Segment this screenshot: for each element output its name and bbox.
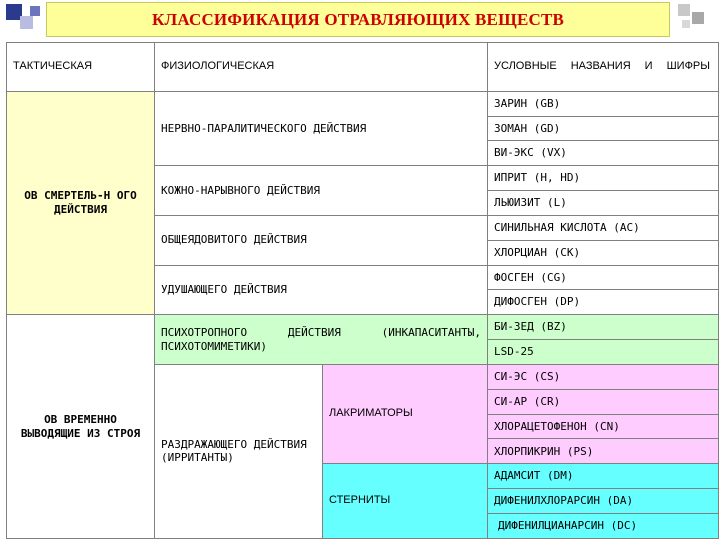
decor-square-right-1 [678, 4, 690, 16]
agent-lsd: LSD-25 [488, 340, 719, 365]
table-row [7, 315, 719, 340]
agent-phosgene: ФОСГЕН (CG) [488, 265, 719, 290]
agent-vx: ВИ-ЭКС (VX) [488, 141, 719, 166]
group-deadly: ОВ СМЕРТЕЛЬ-Н ОГО ДЕЙСТВИЯ [7, 91, 155, 315]
agent-soman: ЗОМАН (GD) [488, 116, 719, 141]
header-physiological: ФИЗИОЛОГИЧЕСКАЯ [155, 43, 488, 92]
agent-cs: СИ-ЭС (CS) [488, 364, 719, 389]
physio-sternites: СТЕРНИТЫ [323, 464, 488, 539]
group-temporary: ОВ ВРЕМЕННО ВЫВОДЯЩИЕ ИЗ СТРОЯ [7, 315, 155, 539]
agent-bz: БИ-ЗЕД (BZ) [488, 315, 719, 340]
physio-nerve: НЕРВНО-ПАРАЛИТИЧЕСКОГО ДЕЙСТВИЯ [155, 91, 488, 166]
classification-table [6, 42, 719, 539]
header-names: УСЛОВНЫЕ НАЗВАНИЯ И ШИФРЫ [488, 43, 719, 92]
decor-square-right-2 [692, 12, 704, 24]
physio-psycho: ПСИХОТРОПНОГО ДЕЙСТВИЯ (ИНКАПАСИТАНТЫ, ПСИХОТОМИМЕТИКИ) [155, 315, 488, 365]
physio-blood: ОБЩЕЯДОВИТОГО ДЕЙСТВИЯ [155, 215, 488, 265]
decor-square-mid [30, 6, 40, 16]
header-row [7, 43, 719, 92]
agent-mustard: ИПРИТ (H, HD) [488, 166, 719, 191]
header-tactical: ТАКТИЧЕСКАЯ [7, 43, 155, 92]
agent-hcn: СИНИЛЬНАЯ КИСЛОТА (AC) [488, 215, 719, 240]
page-title: КЛАССИФИКАЦИЯ ОТРАВЛЯЮЩИХ ВЕЩЕСТВ [151, 9, 565, 29]
title-box [46, 2, 670, 37]
agent-cr: СИ-АР (CR) [488, 389, 719, 414]
physio-blister: КОЖНО-НАРЫВНОГО ДЕЙСТВИЯ [155, 166, 488, 216]
agent-dm: АДАМСИТ (DM) [488, 464, 719, 489]
agent-cn: ХЛОРАЦЕТОФЕНОН (CN) [488, 414, 719, 439]
agent-ps: ХЛОРПИКРИН (PS) [488, 439, 719, 464]
physio-lacrimators: ЛАКРИМАТОРЫ [323, 364, 488, 463]
table-row [7, 91, 719, 116]
agent-da: ДИФЕНИЛХЛОРАРСИН (DA) [488, 489, 719, 514]
physio-choking: УДУШАЮЩЕГО ДЕЙСТВИЯ [155, 265, 488, 315]
agent-diphosgene: ДИФОСГЕН (DP) [488, 290, 719, 315]
decor-square-right-3 [682, 20, 690, 28]
decor-square-light [20, 16, 33, 29]
physio-irritant: РАЗДРАЖАЮЩЕГО ДЕЙСТВИЯ (ИРРИТАНТЫ) [155, 364, 323, 538]
agent-dc: ДИФЕНИЛЦИАНАРСИН (DC) [488, 514, 719, 539]
agent-lewisite: ЛЬЮИЗИТ (L) [488, 191, 719, 216]
agent-sarin: ЗАРИН (GB) [488, 91, 719, 116]
agent-cyanogen: ХЛОРЦИАН (CK) [488, 240, 719, 265]
